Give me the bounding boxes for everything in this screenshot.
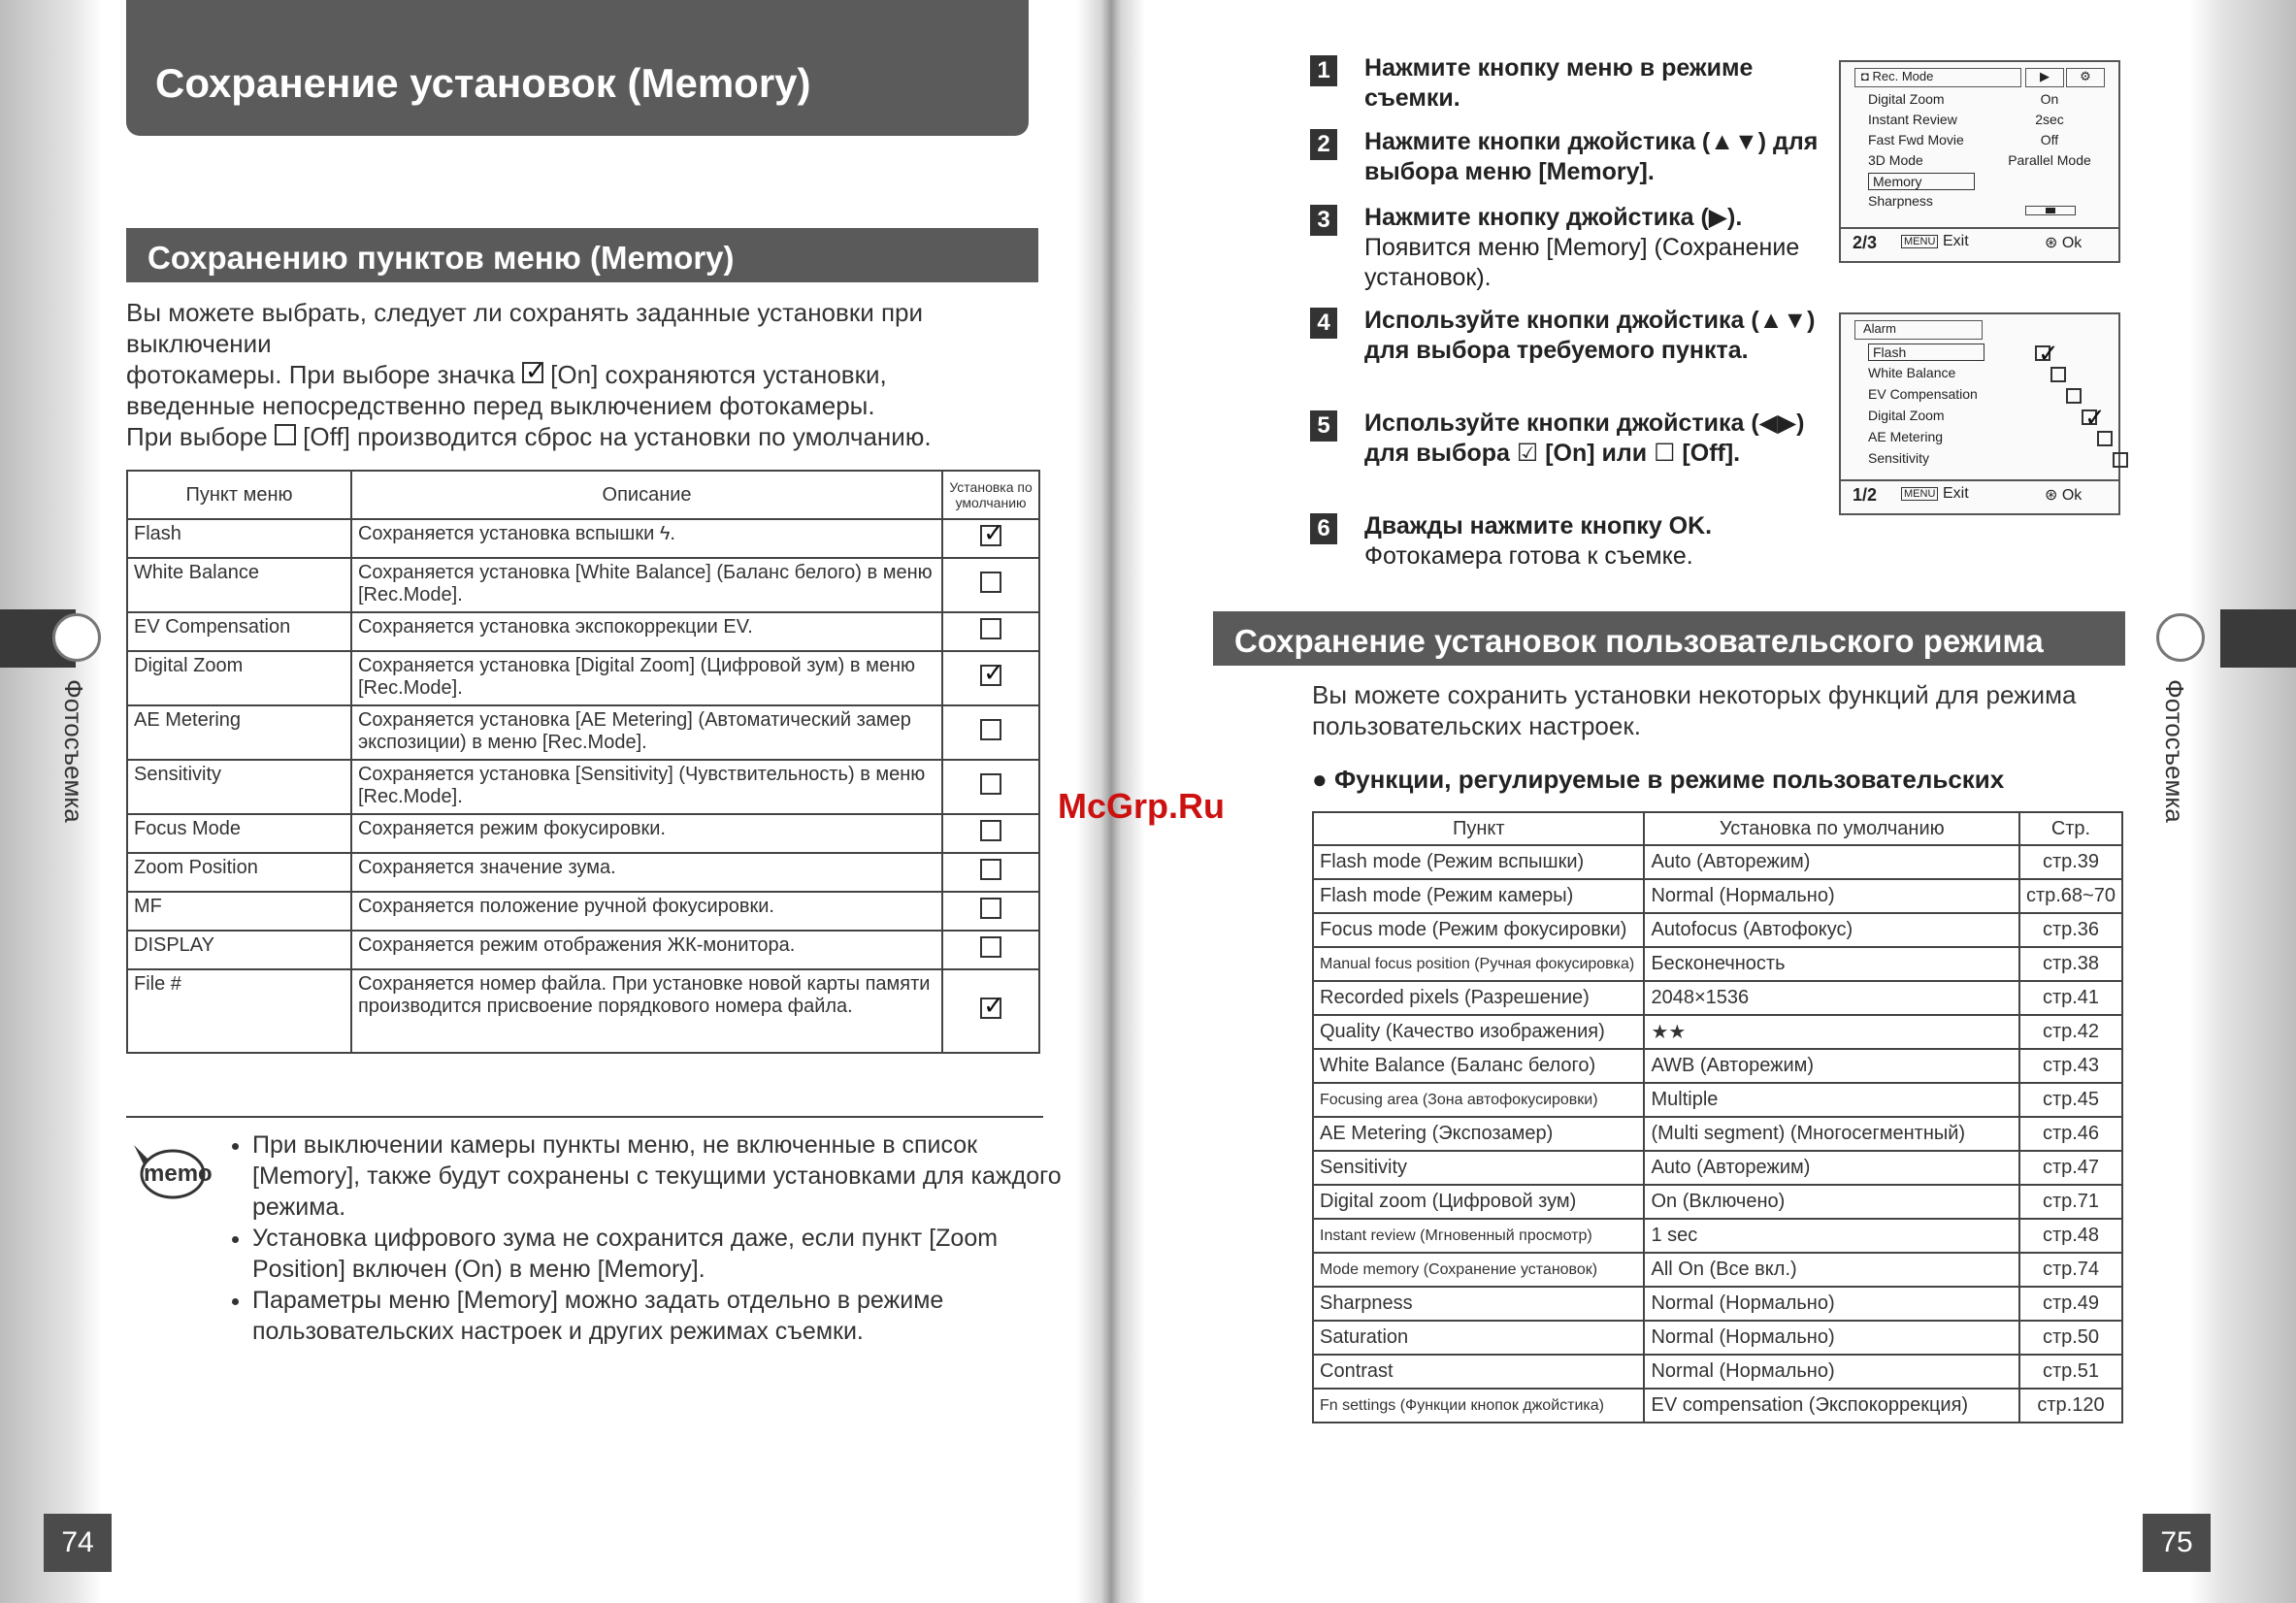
cell-default [942, 931, 1039, 969]
cell-item: Quality (Качество изображения) [1313, 1015, 1644, 1049]
right-page-edge [2189, 0, 2296, 1603]
cell-item: DISPLAY [127, 931, 351, 969]
sharpness-slider [2025, 206, 2076, 215]
cell-page: стр.68~70 [2019, 879, 2122, 913]
cell-default: Normal (Нормально) [1644, 1355, 2018, 1389]
step-number: 4 [1310, 308, 1337, 339]
lcd-memory-item: Sensitivity [1868, 450, 1930, 466]
cell-item: Mode memory (Сохранение установок) [1313, 1253, 1644, 1287]
cell-page: стр.51 [2019, 1355, 2122, 1389]
lcd-memory-item: Digital Zoom [1868, 408, 1945, 423]
watermark: McGrp.Ru [1058, 786, 1226, 826]
cell-item: Sharpness [1313, 1287, 1644, 1321]
left-side-label: Фотосъемка [59, 679, 88, 823]
cell-page: стр.45 [2019, 1083, 2122, 1117]
memory-table-body [127, 519, 1039, 1053]
cell-item: Instant review (Мгновенный просмотр) [1313, 1219, 1644, 1253]
cell-default: Multiple [1644, 1083, 2018, 1117]
memo-item: • Установка цифрового зума не сохранится даже, если пункт [Zoom Position] включен (On) в меню [Memory]. [252, 1223, 1077, 1285]
checkbox-off-icon [2113, 452, 2128, 468]
cell-page: стр.120 [2019, 1389, 2122, 1423]
cell-page: стр.48 [2019, 1219, 2122, 1253]
cell-default [942, 760, 1039, 814]
lcd-memory-item: AE Metering [1868, 429, 1944, 444]
cell-page: стр.47 [2019, 1151, 2122, 1185]
left-intro: Вы можете выбрать, следует ли сохранять заданные установки при выключении фотокамеры. При выборе значка ✓ [On] сохраняются установки, введенные непосредственно перед выключением фотокамеры. При выборе [Off] производится сброс на установки по умолчанию. [126, 297, 1048, 452]
lcd-menu-item: Fast Fwd Movie [1868, 132, 1964, 147]
cell-page: стр.38 [2019, 947, 2122, 981]
cell-item: AE Metering [127, 705, 351, 760]
cell-default [942, 705, 1039, 760]
cell-default [942, 969, 1039, 1053]
table-row [1313, 1117, 2122, 1151]
table-row [1313, 947, 2122, 981]
cell-default [942, 612, 1039, 651]
cell-default [942, 651, 1039, 705]
cell-default: On (Включено) [1644, 1185, 2018, 1219]
cell-item: White Balance (Баланс белого) [1313, 1049, 1644, 1083]
page-number-right: 75 [2143, 1514, 2211, 1572]
cell-desc: Сохраняется установка [Sensitivity] (Чувствительность) в меню [Rec.Mode]. [351, 760, 942, 814]
col-header-default: Установка по умолчанию [1644, 812, 2018, 845]
checkbox-on-icon [2035, 345, 2050, 361]
lcd-memory-item: Flash [1868, 344, 1984, 361]
cell-item: Saturation [1313, 1321, 1644, 1355]
cell-desc: Сохраняется установка [AE Metering] (Автоматический замер экспозиции) в меню [Rec.Mode]. [351, 705, 942, 760]
cell-desc: Сохраняется значение зума. [351, 853, 942, 892]
lcd2-page: 1/2 [1853, 485, 1878, 505]
cell-default: Normal (Нормально) [1644, 1321, 2018, 1355]
cell-item: Sensitivity [127, 760, 351, 814]
cell-default: Normal (Нормально) [1644, 1287, 2018, 1321]
ok-button-icon: ⊛ [2045, 235, 2058, 251]
checkbox-off-icon [980, 719, 1001, 740]
cell-item: Flash [127, 519, 351, 558]
right-side-label: Фотосъемка [2160, 679, 2189, 823]
cell-default: Бесконечность [1644, 947, 2018, 981]
cell-page: стр.41 [2019, 981, 2122, 1015]
cell-item: Zoom Position [127, 853, 351, 892]
lcd-menu-value: Parallel Mode [2008, 152, 2091, 168]
table-row [1313, 1083, 2122, 1117]
cell-default [942, 814, 1039, 853]
functions-bullet: ● Функции, регулируемые в режиме пользовательских [1312, 765, 2005, 794]
cell-item: Fn settings (Функции кнопок джойстика) [1313, 1389, 1644, 1423]
cell-default [942, 519, 1039, 558]
cell-default: 1 sec [1644, 1219, 2018, 1253]
memo-icon: memo [128, 1137, 208, 1205]
lcd-menu-value: On [2040, 91, 2059, 107]
memo-item: • Параметры меню [Memory] можно задать отдельно в режиме пользовательских настроек и других режимах съемки. [252, 1285, 1077, 1347]
lcd-menu-item: Instant Review [1868, 112, 1957, 127]
cell-item: Focus Mode [127, 814, 351, 853]
cell-item: Sensitivity [1313, 1151, 1644, 1185]
play-tab-icon: ▶ [2025, 68, 2064, 87]
user-mode-table-body [1313, 845, 2122, 1423]
cell-default [942, 892, 1039, 931]
checkbox-off-icon [980, 936, 1001, 958]
camera-icon: ◘ [1861, 69, 1869, 83]
step-text: Используйте кнопки джойстика (◀▶) для выбора ☑ [On] или ☐ [Off]. [1364, 409, 1805, 467]
step-number: 6 [1310, 513, 1337, 544]
table-row [127, 969, 1039, 1053]
cell-default: (Multi segment) (Многосегментный) [1644, 1117, 2018, 1151]
cell-page: стр.74 [2019, 1253, 2122, 1287]
checkbox-off-icon [980, 618, 1001, 639]
col-header-desc: Описание [351, 471, 942, 519]
lcd-memory-item: EV Compensation [1868, 386, 1978, 402]
lcd-screen-rec-mode [1839, 60, 2120, 263]
checkbox-off-icon [980, 572, 1001, 593]
memo-rule [126, 1116, 1043, 1118]
table-row [127, 651, 1039, 705]
table-row [1313, 913, 2122, 947]
user-mode-table [1312, 811, 2123, 1423]
table-row [1313, 1389, 2122, 1423]
cell-default: EV compensation (Экспокоррекция) [1644, 1389, 2018, 1423]
table-row [127, 760, 1039, 814]
table-row [1313, 879, 2122, 913]
cell-desc: Сохраняется установка вспышки ϟ. [351, 519, 942, 558]
cell-item: Flash mode (Режим вспышки) [1313, 845, 1644, 879]
step-number: 2 [1310, 129, 1337, 160]
section-header-user-mode: Сохранение установок пользовательского режима [1213, 611, 2125, 666]
table-row [1313, 981, 2122, 1015]
cell-item: Focus mode (Режим фокусировки) [1313, 913, 1644, 947]
cell-desc: Сохраняется установка [Digital Zoom] (Цифровой зум) в меню [Rec.Mode]. [351, 651, 942, 705]
cell-page: стр.43 [2019, 1049, 2122, 1083]
cell-desc: Сохраняется установка экспокоррекции EV. [351, 612, 942, 651]
table-row [127, 519, 1039, 558]
cell-item: Recorded pixels (Разрешение) [1313, 981, 1644, 1015]
lcd-memory-item: White Balance [1868, 365, 1956, 380]
lcd1-ok: ⊛ Ok [2045, 235, 2083, 251]
page-title: Сохранение установок (Memory) [155, 60, 811, 106]
step-text: Дважды нажмите кнопку OK. Фотокамера готова к съемке. [1364, 512, 1713, 570]
step-text: Используйте кнопки джойстика (▲▼) для выбора требуемого пункта. [1364, 307, 1816, 364]
page-number-left: 74 [44, 1514, 112, 1572]
step-text: Нажмите кнопку джойстика (▶). Появится меню [Memory] (Сохранение установок). [1364, 204, 1800, 291]
lcd1-page: 2/3 [1853, 233, 1878, 252]
checkbox-off-icon [980, 773, 1001, 795]
cell-item: Flash mode (Режим камеры) [1313, 879, 1644, 913]
cell-page: стр.50 [2019, 1321, 2122, 1355]
right-side-tab [2220, 609, 2296, 668]
cell-page: стр.49 [2019, 1287, 2122, 1321]
table-row [127, 853, 1039, 892]
cell-default: Auto (Авторежим) [1644, 1151, 2018, 1185]
lcd-menu-item: 3D Mode [1868, 152, 1923, 168]
table-row [1313, 1219, 2122, 1253]
table-row [1313, 1151, 2122, 1185]
table-row [1313, 1185, 2122, 1219]
cell-default: ★★ [1644, 1015, 2018, 1049]
lcd-tab-rec-mode: ◘ Rec. Mode [1854, 68, 2021, 87]
ok-button-icon: ⊛ [2045, 487, 2058, 504]
col-header-item: Пункт [1313, 812, 1644, 845]
lcd-screen-memory [1839, 312, 2120, 515]
cell-default: AWB (Авторежим) [1644, 1049, 2018, 1083]
table-row [1313, 1355, 2122, 1389]
cell-item: EV Compensation [127, 612, 351, 651]
menu-button-icon: MENU [1901, 487, 1938, 501]
checkbox-off-icon [2050, 367, 2066, 382]
lcd2-exit: Exit [1943, 485, 1969, 502]
step-text: Нажмите кнопки джойстика (▲▼) для выбора меню [Memory]. [1364, 128, 1819, 185]
cell-item: Focusing area (Зона автофокусировки) [1313, 1083, 1644, 1117]
lcd-tab-memory: Alarm [1854, 320, 1983, 340]
lcd-menu-item: Memory [1868, 173, 1975, 190]
table-row [127, 558, 1039, 612]
col-header-item: Пункт меню [127, 471, 351, 519]
setup-tab-icon: ⚙ [2066, 68, 2105, 87]
cell-page: стр.71 [2019, 1185, 2122, 1219]
checkbox-on-icon [980, 998, 1001, 1019]
cell-page: стр.36 [2019, 913, 2122, 947]
cell-default [942, 558, 1039, 612]
lcd-menu-value: Off [2040, 132, 2059, 147]
table-row [1313, 1253, 2122, 1287]
memo-item: • При выключении камеры пункты меню, не включенные в список [Memory], также будут сохранены с текущими установками для каждого режима. [252, 1129, 1077, 1223]
cell-item: AE Metering (Экспозамер) [1313, 1117, 1644, 1151]
cell-default [942, 853, 1039, 892]
lcd-menu-value: 2sec [2035, 112, 2064, 127]
checkbox-off-icon [2066, 388, 2082, 404]
cell-item: File # [127, 969, 351, 1053]
checkbox-on-icon [2082, 409, 2097, 425]
table-row [1313, 1015, 2122, 1049]
cell-default: All On (Все вкл.) [1644, 1253, 2018, 1287]
step-number: 5 [1310, 410, 1337, 442]
cell-item: Digital Zoom [127, 651, 351, 705]
col-header-page: Стр. [2019, 812, 2122, 845]
cell-default: Autofocus (Автофокус) [1644, 913, 2018, 947]
checkbox-off-icon [2097, 431, 2113, 446]
cell-page: стр.42 [2019, 1015, 2122, 1049]
cell-default: Auto (Авторежим) [1644, 845, 2018, 879]
step-text: Нажмите кнопку меню в режиме съемки. [1364, 54, 1754, 112]
step-number: 1 [1310, 55, 1337, 86]
right-tab-circle [2156, 613, 2205, 662]
cell-item: Manual focus position (Ручная фокусировка) [1313, 947, 1644, 981]
checkbox-on-icon [980, 665, 1001, 686]
cell-default: Normal (Нормально) [1644, 879, 2018, 913]
checkbox-on-icon [522, 362, 543, 383]
step-number: 3 [1310, 205, 1337, 236]
lcd2-ok: ⊛ Ok [2045, 487, 2083, 504]
cell-default: 2048×1536 [1644, 981, 2018, 1015]
left-tab-circle [52, 613, 101, 662]
menu-button-icon: MENU [1901, 235, 1938, 248]
table-row [1313, 1049, 2122, 1083]
cell-desc: Сохраняется режим отображения ЖК-монитора. [351, 931, 942, 969]
cell-desc: Сохраняется режим фокусировки. [351, 814, 942, 853]
checkbox-off-icon [980, 898, 1001, 919]
checkbox-off-icon [275, 424, 296, 445]
cell-page: стр.46 [2019, 1117, 2122, 1151]
col-header-default: Установка по умолчанию [942, 471, 1039, 519]
table-row [1313, 1287, 2122, 1321]
table-row [127, 705, 1039, 760]
section-header-memory: Сохранению пунктов меню (Memory) [126, 228, 1038, 282]
memo-list [225, 1129, 1077, 1347]
page-title-box [126, 0, 1029, 136]
lcd-menu-item: Digital Zoom [1868, 91, 1945, 107]
checkbox-off-icon [980, 820, 1001, 841]
table-row [127, 814, 1039, 853]
bullet-icon: ● [1312, 765, 1328, 794]
cell-page: стр.39 [2019, 845, 2122, 879]
table-row [1313, 845, 2122, 879]
cell-desc: Сохраняется номер файла. При установке новой карты памяти производится присвоение порядкового номера файла. [351, 969, 942, 1053]
lcd-menu-item: Sharpness [1868, 193, 1933, 209]
cell-item: Digital zoom (Цифровой зум) [1313, 1185, 1644, 1219]
table-row [127, 931, 1039, 969]
cell-item: MF [127, 892, 351, 931]
checkbox-off-icon [980, 859, 1001, 880]
cell-item: White Balance [127, 558, 351, 612]
checkbox-on-icon [980, 525, 1001, 546]
cell-desc: Сохраняется положение ручной фокусировки. [351, 892, 942, 931]
cell-desc: Сохраняется установка [White Balance] (Баланс белого) в меню [Rec.Mode]. [351, 558, 942, 612]
table-row [127, 612, 1039, 651]
cell-item: Contrast [1313, 1355, 1644, 1389]
lcd1-exit: Exit [1943, 233, 1969, 249]
table-row [1313, 1321, 2122, 1355]
memory-table [126, 470, 1040, 1054]
table-row [127, 892, 1039, 931]
right-intro: Вы можете сохранить установки некоторых функций для режима пользовательских настроек. [1312, 680, 2077, 740]
